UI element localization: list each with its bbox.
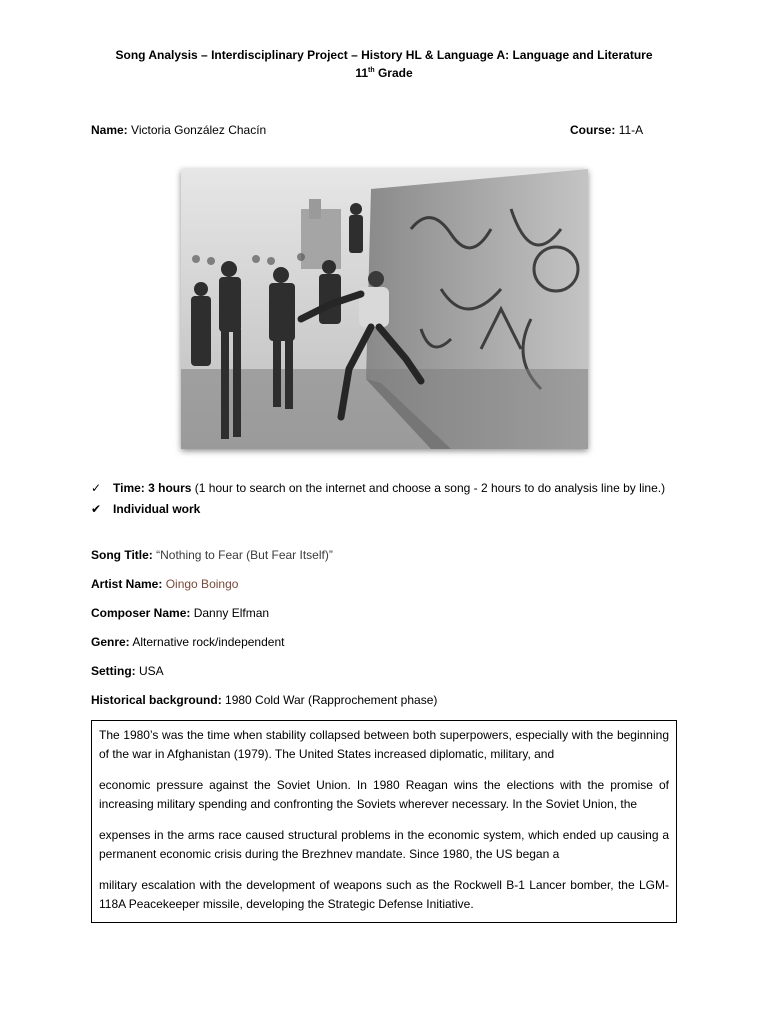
time-label: Time: 3 hours (113, 481, 192, 495)
historical-background-field (91, 692, 437, 708)
background-paragraph: military escalation with the development of weapons such as the Rockwell B-1 Lancer bomber, the LGM-118A Peacekeeper missile, developing the Strategic Defense Initiative. (99, 878, 669, 911)
historical-background-box (91, 720, 677, 923)
genre-label: Genre: (91, 635, 130, 649)
setting-field (91, 663, 164, 679)
name-label: Name: (91, 123, 128, 137)
artist-label: Artist Name: (91, 577, 163, 591)
composer-value: Danny Elfman (193, 606, 270, 620)
background-paragraph: economic pressure against the Soviet Union. In 1980 Reagan wins the elections with the promise of increasing military spending and confronting the Soviets wherever necessary. In the Soviet Union, the (99, 778, 669, 811)
genre-field (91, 634, 284, 650)
setting-label: Setting: (91, 664, 136, 678)
time-detail: (1 hour to search on the internet and choose a song - 2 hours to do analysis line by line.) (191, 481, 666, 495)
composer-label: Composer Name: (91, 606, 191, 620)
document-title: Song Analysis – Interdisciplinary Project – History HL & Language A: Language and Literature (115, 48, 653, 62)
grade-word: Grade (374, 66, 413, 80)
time-requirement (113, 480, 671, 497)
list-item (91, 501, 671, 518)
genre-value: Alternative rock/independent (132, 635, 285, 649)
background-value: 1980 Cold War (Rapprochement phase) (225, 693, 438, 707)
berlin-wall-photo (181, 169, 588, 449)
grade-number: 11 (355, 66, 369, 80)
artist-field (91, 576, 238, 592)
name-value: Victoria González Chacín (131, 123, 267, 137)
song-title-value: “Nothing to Fear (But Fear Itself)” (156, 548, 333, 562)
student-name (91, 123, 266, 137)
song-title-label: Song Title: (91, 548, 153, 562)
course-value: 11-A (618, 123, 644, 137)
grade-ordinal: th (368, 67, 375, 74)
artist-value: Oingo Boingo (165, 577, 239, 591)
list-item (91, 480, 671, 497)
course-label: Course: (570, 123, 616, 137)
requirements-list (91, 480, 671, 522)
student-course (570, 123, 643, 137)
grade-line (0, 66, 768, 80)
checkmark-icon: ✓ (91, 481, 102, 495)
composer-field (91, 605, 269, 621)
setting-value: USA (139, 664, 164, 678)
checkmark-icon: ✔ (91, 502, 102, 516)
work-type: Individual work (113, 502, 201, 516)
song-title-field (91, 547, 333, 563)
background-label: Historical background: (91, 693, 222, 707)
background-paragraph: The 1980’s was the time when stability collapsed between both superpowers, especially with the beginning of the war in Afghanistan (1979). The United States increased diplomatic, military, and (99, 728, 669, 761)
background-paragraph: expenses in the arms race caused structural problems in the economic system, which ended up causing a permanent economic crisis during the Brezhnev mandate. Since 1980, the US began a (99, 828, 669, 861)
